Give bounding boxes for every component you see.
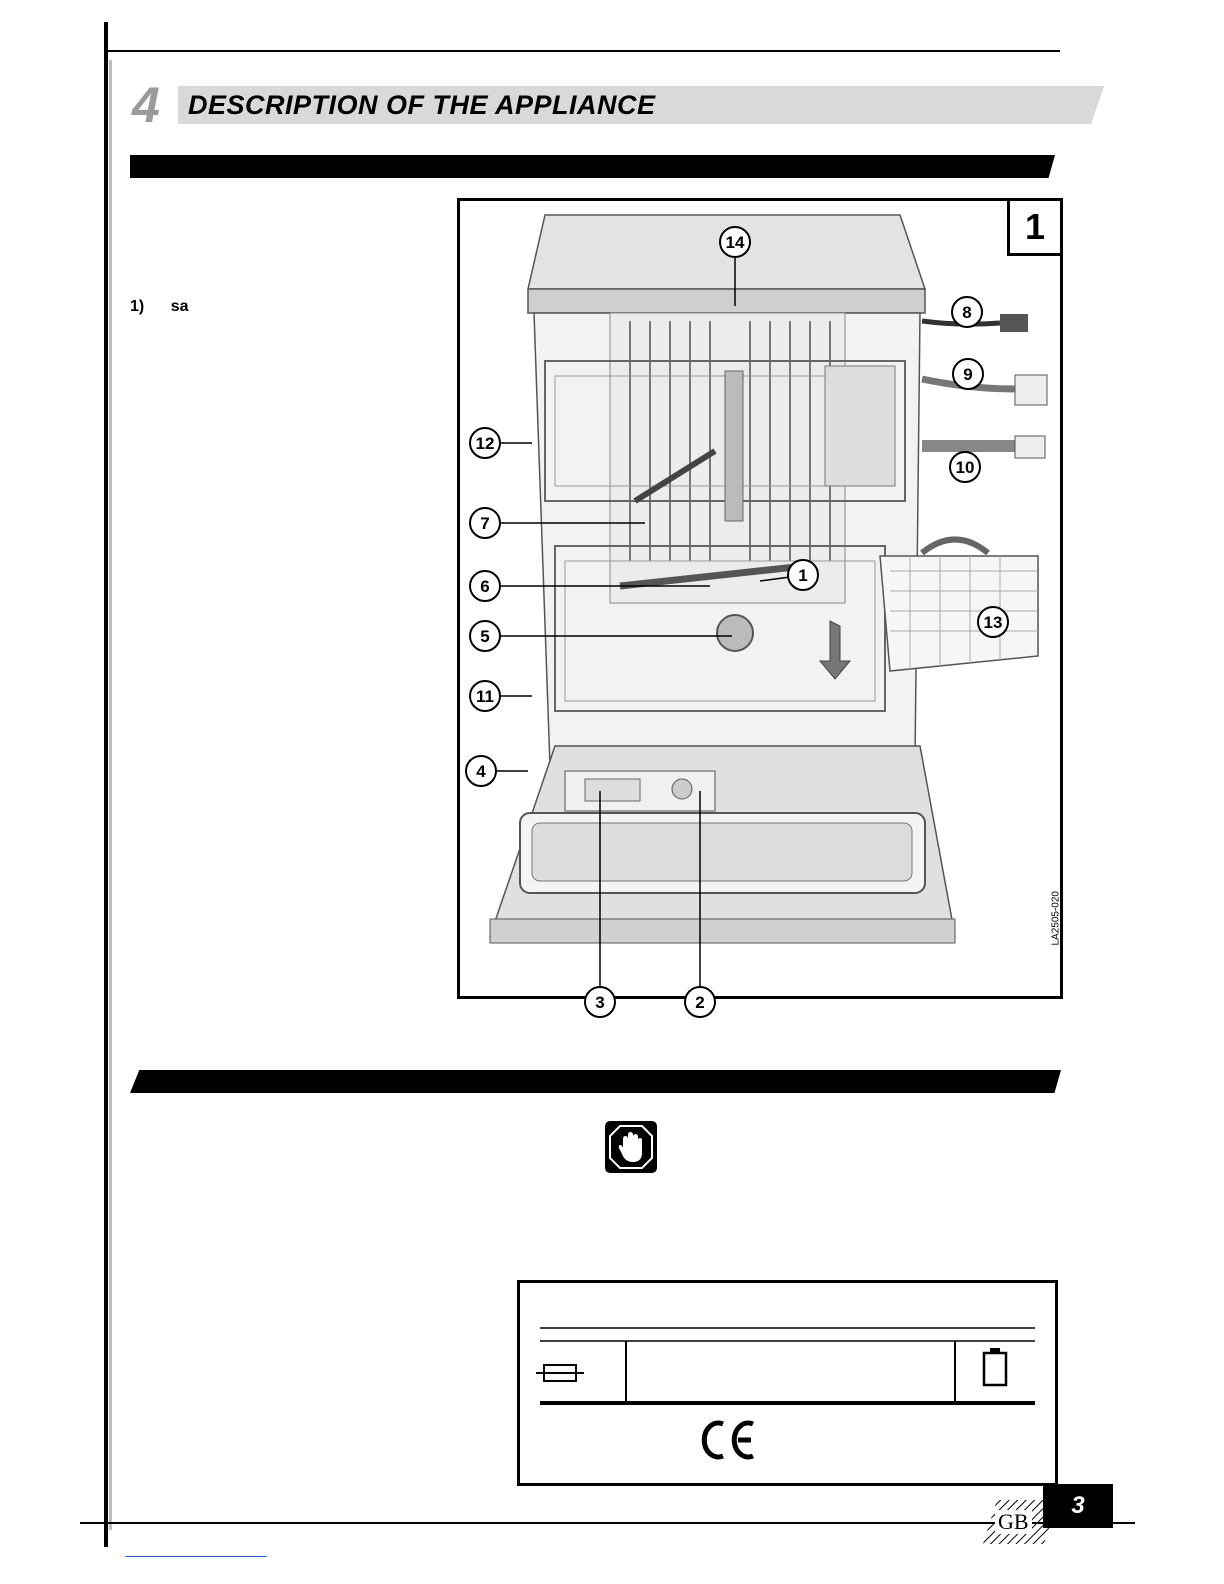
svg-text:7: 7 [480,514,490,533]
callout-4 [466,756,496,786]
dishwasher-illustration [460,201,1060,1012]
svg-text:11: 11 [476,687,494,706]
svg-text:5: 5 [480,627,490,646]
rating-plate [517,1280,1058,1486]
svg-text:1: 1 [798,566,808,585]
svg-text:12: 12 [475,434,495,453]
svg-text:10: 10 [955,458,975,477]
svg-text:2: 2 [695,993,705,1012]
footnote-text: sa [170,298,189,315]
callout-7 [470,508,500,538]
subsection-bar-2 [130,1070,1061,1093]
top-rule [108,50,1060,52]
language-code: GB [995,1510,1032,1534]
callout-11 [470,681,500,711]
footer-rule [80,1522,1135,1524]
section-title: DESCRIPTION OF THE APPLIANCE [188,90,656,120]
callout-2 [685,987,715,1017]
footnote-marker: 1) [130,298,145,315]
svg-text:14: 14 [725,233,745,252]
callout-5 [470,621,500,651]
svg-text:13: 13 [983,613,1003,632]
stop-hand-icon [605,1121,657,1173]
fuse-icon [536,1365,584,1381]
svg-text:8: 8 [962,303,972,322]
subsection-bar [130,155,1055,178]
svg-text:4: 4 [476,762,486,781]
appliance-figure [457,198,1063,1012]
ce-mark-icon [704,1423,753,1457]
page-number: 3 [1043,1484,1113,1528]
svg-text:9: 9 [963,365,973,384]
battery-icon [984,1348,1006,1385]
callout-12 [470,428,500,458]
callout-1 [788,560,818,590]
left-margin-rule [104,22,108,1547]
callout-10 [950,452,980,482]
callout-8 [952,297,982,327]
callout-6 [470,571,500,601]
svg-text:6: 6 [480,577,490,596]
svg-text:3: 3 [595,993,605,1012]
callout-14 [720,227,750,257]
link-underline [125,1556,267,1557]
section-header [132,77,1104,133]
left-margin-shadow [109,60,112,1530]
callout-9 [953,359,983,389]
callout-3 [585,987,615,1017]
section-number: 4 [132,77,160,133]
figure-code: LA2505-020 [1050,891,1061,946]
callout-13 [978,607,1008,637]
figure-number: 1 [1007,198,1063,256]
footnote [130,298,188,316]
